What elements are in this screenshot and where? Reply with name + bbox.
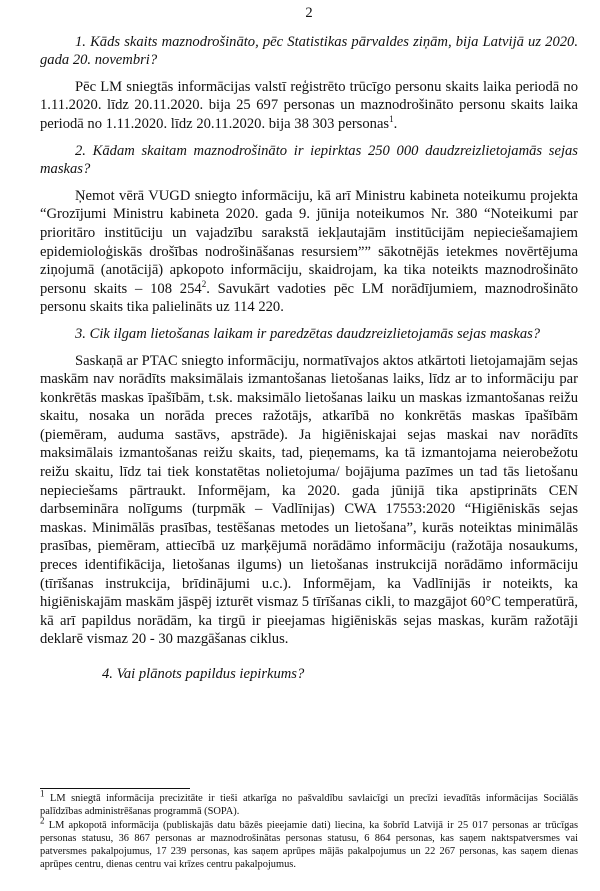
footnote-1-mark: 1	[40, 788, 45, 799]
footnote-ref-1: 1	[389, 114, 394, 125]
question-2: 2. Kādam skaitam maznodrošināto ir iepirktas 250 000 daudzreizlietojamās sejas maskas?	[40, 142, 578, 178]
question-1: 1. Kāds skaits maznodrošināto, pēc Statistikas pārvaldes ziņām, bija Latvijā uz 2020. gada 20. novembri?	[40, 33, 578, 69]
answer-2	[40, 187, 578, 317]
footnote-2	[40, 815, 578, 871]
footnote-ref-2: 2	[201, 278, 207, 289]
question-3: 3. Cik ilgam lietošanas laikam ir paredzētas daudzreizlietojamās sejas maskas?	[75, 325, 541, 342]
answer-1-tail: .	[393, 115, 398, 132]
answer-1	[40, 78, 578, 134]
answer-1-text: Pēc LM sniegtās informācijas valstī reģistrēto trūcīgo personu skaits laika periodā no 1.11.2020. līdz 20.11.2020. bija 25 697 personas un maznodrošināto personu skaits laika periodā no 1.11.2020. līdz 20.11.2020. bija 38 303 personas	[40, 78, 578, 132]
footnote-1	[40, 788, 578, 818]
footnote-2-text: LM apkopotā informācija (publiskajās datu bāzēs pieejamie dati) liecina, ka šobrīd Latvijā ir 25 017 personas ar trūcīgas personas statusu, 36 867 personas ar maznodrošinātas personas statusu, 6 864 personas, kas saņem naktspatversmes vai patversmes pakalpojumus, 17 239 personas, kas saņem aprūpes mājās pakalpojumus un 22 267 personas, kas saņem dienas aprūpes centru, dienas centru vai krīzes centru pakalpojumus.	[40, 820, 578, 870]
footnote-1-text: LM sniegtā informācija precizitāte ir tieši atkarīga no pašvaldību savlaicīgi un precīzi ievadītās informācijas Sociālās palīdzības administrēšanas programmā (SOPA).	[40, 793, 578, 817]
page-number: 2	[305, 5, 313, 21]
footnote-separator	[40, 788, 190, 789]
footnotes	[40, 788, 578, 872]
answer-3: Saskaņā ar PTAC sniegto informāciju, normatīvajos aktos atkārtoti lietojamajām sejas maskām nav norādīts maksimālais izmantošanas lietošanas laiks, līdz ar to informāciju par konkrētās maskas īpašībām, t.sk. maksimālo lietošanas laiku un maskas izmantošanas reižu skaitu, nosaka un norāda preces ražotājs, atkarībā no konkrētās maskas īpašībām (piemēram, auduma sastāvs, apstrāde). Ja higiēniskajai sejas maskai nav norādīts maksimālais izmantošanas reižu skaits, tad, pieņemams, ka tā izmantojama neierobežotu reižu skaitu, līdz tai tiek konstatētas nolietojuma/ bojājuma pazīmes un tad tās lietošanu nepieciešams pārtraukt. Informējam, ka 2020. gada jūnijā tika apstiprināts CEN darbsemināra nolīgums (turpmāk – Vadlīnijas) CWA 17553:2020 “Higiēniskās sejas maskas. Minimālās prasības, testēšanas metodes un lietošana”, kurās noteiktas minimālās prasības, piemēram, attiecībā uz marķējumā norādāmo informāciju (ražotāja nosaukums, preces identifikācija, lietošanas ilgums) un lietošanas instrukcijā norādāmo informāciju (tīrīšanas instrukcija, brīdinājumi u.c.). Informējam, ka Vadlīnijās ir noteikts, ka higiēniskajām maskām jāspēj izturēt vismaz 5 tīrīšanas cikli, to mazgājot 60°C temperatūrā, kā arī papildus norādām, ka tirgū ir pieejamas higiēniskās sejas maskas, kurām ražotāji deklarē vismaz 20 - 30 mazgāšanas ciklus.	[40, 352, 578, 648]
answer-2-tail: . Savukārt vadoties pēc LM norādījumiem, maznodrošināto personu skaits tika palielināts uz 114 220.	[40, 280, 578, 316]
question-4: 4. Vai plānots papildus iepirkums?	[102, 666, 305, 682]
footnote-2-mark: 2	[40, 815, 45, 826]
answer-2-text: Ņemot vērā VUGD sniegto informāciju, kā arī Ministru kabineta noteikumu projekta “Grozījumi Ministru kabineta 2020. gada 9. jūnija noteikumos Nr. 380 “Noteikumi par prioritāro institūciju un vajadzību sarakstā iekļautajām institūcijām nepieciešamajiem epidemioloģiskās drošības nodrošināšanas resursiem”” sākotnējās ietekmes novērtējuma ziņojumā (anotācijā) apkopoto informāciju, skaidrojam, ka tika noteikts maznodrošināto personu skaits – 108 254	[40, 187, 578, 297]
